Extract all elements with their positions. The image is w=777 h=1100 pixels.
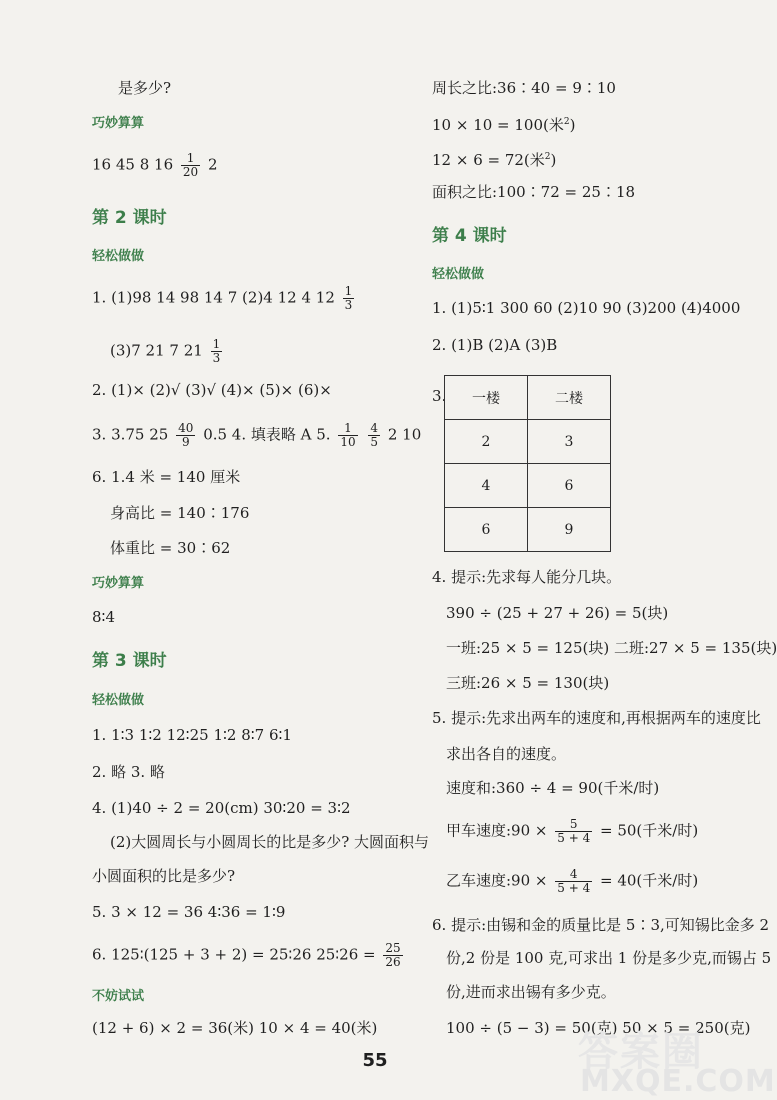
heading-qingsong-2: 轻松做做 [92, 693, 145, 708]
right-line-5: 1. (1)5∶1 300 60 (2)10 90 (3)200 (4)4000 [432, 299, 741, 317]
right-line-13: 求出各自的速度。 [446, 745, 567, 763]
table-row [445, 464, 611, 508]
left-line-3 [92, 285, 357, 312]
left-line-8: 身高比 = 140∶176 [110, 504, 250, 522]
table-header-row [445, 376, 611, 420]
heading-qiaomiao-1: 巧妙算算 [92, 116, 145, 131]
right-line-6: 2. (1)B (2)A (3)B [432, 336, 558, 354]
fraction: $\frac{25}{26}$ [385, 941, 401, 969]
right-line-7-label: 3. [432, 387, 447, 405]
right-line-3-text: 12 × 6 = 72(米 [432, 151, 545, 169]
table-cell: 9 [528, 508, 611, 552]
left-line-2-text: 16 45 8 16 [92, 155, 174, 174]
right-line-16-tail: = 40(千米/时) [600, 871, 699, 890]
left-line-17-text: 6. 125∶(125 + 3 + 2) = 25∶26 25∶26 = [92, 945, 376, 964]
left-line-11: 1. 1∶3 1∶2 12∶25 1∶2 8∶7 6∶1 [92, 726, 292, 744]
superscript: 2 [563, 117, 570, 127]
right-line-10: 一班:25 × 5 = 125(块) 二班:27 × 5 = 135(块) [446, 639, 777, 657]
heading-lesson-4: 第 4 课时 [432, 226, 507, 246]
left-line-6-mid: 0.5 4. 填表略 A 5. [203, 425, 331, 444]
right-line-11: 三班:26 × 5 = 130(块) [446, 674, 610, 692]
left-line-9: 体重比 = 30∶62 [110, 539, 231, 557]
left-line-6 [92, 422, 421, 449]
right-line-20: 100 ÷ (5 − 3) = 50(克) 50 × 5 = 250(克) [446, 1019, 751, 1037]
fraction: $\frac{40}{9}$ [178, 421, 194, 449]
left-line-18: (12 + 6) × 2 = 36(米) 10 × 4 = 40(米) [92, 1019, 378, 1037]
left-line-4 [110, 338, 225, 365]
left-line-6-text: 3. 3.75 25 [92, 425, 169, 444]
watermark-logo: 答案圈 [578, 1029, 704, 1075]
table-row [445, 420, 611, 464]
right-line-16 [446, 868, 698, 895]
table-cell: 2 [445, 420, 528, 464]
left-line-15: 小圆面积的比是多少? [92, 867, 236, 885]
left-line-14: (2)大圆周长与小圆周长的比是多少? 大圆面积与 [110, 833, 430, 851]
right-line-4: 面积之比:100∶72 = 25∶18 [432, 183, 636, 201]
right-line-2-text: 10 × 10 = 100(米 [432, 116, 564, 134]
right-line-8: 4. 提示:先求每人能分几块。 [432, 568, 622, 586]
watermark-url: MXQE.COM [580, 1064, 776, 1099]
left-line-12: 2. 略 3. 略 [92, 763, 165, 781]
fraction: $\frac{1}{3}$ [344, 284, 353, 312]
right-line-9: 390 ÷ (25 + 27 + 26) = 5(块) [446, 604, 669, 622]
right-line-18: 份,2 份是 100 克,可求出 1 份是多少克,而锡占 5 [446, 949, 772, 967]
heading-lesson-2: 第 2 课时 [92, 208, 167, 228]
right-line-2 [432, 112, 575, 135]
right-line-3 [432, 147, 556, 170]
left-line-2-tail: 2 [207, 155, 218, 174]
heading-qingsong-1: 轻松做做 [92, 249, 145, 264]
left-line-3-text: 1. (1)98 14 98 14 7 (2)4 12 4 12 [92, 288, 335, 307]
fraction: $\frac{4}{5 + 4}$ [557, 867, 591, 895]
left-line-7: 6. 1.4 米 = 140 厘米 [92, 468, 241, 486]
left-line-5: 2. (1)× (2)√ (3)√ (4)× (5)× (6)× [92, 381, 332, 399]
table-cell: 4 [445, 464, 528, 508]
right-line-15-tail: = 50(千米/时) [600, 821, 699, 840]
table-cell: 6 [528, 464, 611, 508]
fraction: $\frac{1}{20}$ [182, 151, 199, 179]
table-header-cell: 一楼 [445, 376, 528, 420]
fraction: $\frac{1}{10}$ [340, 421, 356, 449]
heading-qiaomiao-2: 巧妙算算 [92, 576, 145, 591]
right-line-3-tail: ) [550, 151, 557, 169]
right-line-15 [446, 818, 698, 845]
table-header-cell: 二楼 [528, 376, 611, 420]
left-line-13: 4. (1)40 ÷ 2 = 20(cm) 30∶20 = 3∶2 [92, 799, 351, 817]
right-line-19: 份,进而求出锡有多少克。 [446, 983, 616, 1001]
fraction: $\frac{4}{5}$ [370, 421, 379, 449]
table-cell: 3 [528, 420, 611, 464]
left-line-2 [92, 152, 218, 179]
table-cell: 6 [445, 508, 528, 552]
heading-bufang: 不妨试试 [92, 989, 145, 1004]
right-line-16-text: 乙车速度:90 × [446, 871, 548, 890]
left-line-16: 5. 3 × 12 = 36 4∶36 = 1∶9 [92, 903, 286, 921]
right-line-17: 6. 提示:由锡和金的质量比是 5∶3,可知锡比金多 2 [432, 916, 770, 934]
left-line-6-tail: 2 10 [387, 425, 422, 444]
right-line-12: 5. 提示:先求出两车的速度和,再根据两车的速度比 [432, 709, 761, 727]
right-line-2-tail: ) [569, 116, 576, 134]
right-line-15-text: 甲车速度:90 × [446, 821, 548, 840]
superscript: 2 [544, 152, 551, 162]
left-line-10: 8∶4 [92, 608, 115, 626]
table-row [445, 508, 611, 552]
fraction: $\frac{5}{5 + 4}$ [557, 817, 591, 845]
heading-lesson-3: 第 3 课时 [92, 651, 167, 671]
left-line-1: 是多少? [118, 79, 172, 97]
right-line-14: 速度和:360 ÷ 4 = 90(千米/时) [446, 779, 660, 797]
left-line-17 [92, 942, 406, 969]
fraction: $\frac{1}{3}$ [212, 337, 221, 365]
left-line-4-text: (3)7 21 7 21 [110, 341, 203, 360]
right-line-1: 周长之比:36∶40 = 9∶10 [432, 79, 616, 97]
page-number: 55 [362, 1050, 388, 1071]
floor-table [444, 375, 611, 552]
heading-qingsong-3: 轻松做做 [432, 267, 485, 282]
